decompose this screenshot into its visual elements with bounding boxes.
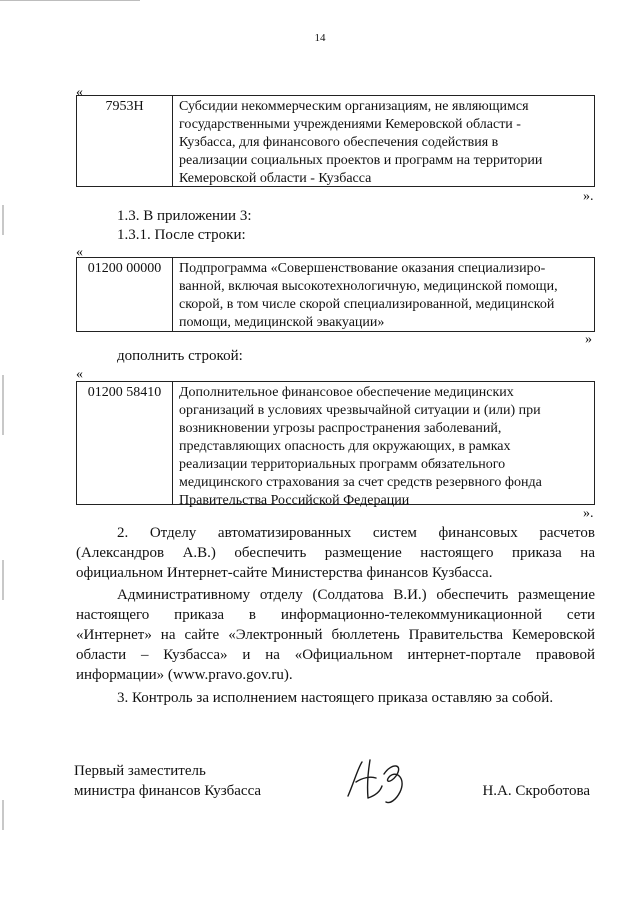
description-line: Кемеровской области - Кузбасса xyxy=(179,171,372,186)
paragraph-line: области – Кузбасса» и на «Официальном интернет-портале правовой xyxy=(76,647,595,663)
signatory-title-line: министра финансов Кузбасса xyxy=(74,783,262,799)
quote-open: « xyxy=(76,85,83,100)
quote-close: » xyxy=(585,332,592,347)
description-line: Правительства Российской Федерации xyxy=(179,493,410,508)
description-line: представляющих опасность для окружающих, в рамках xyxy=(179,439,511,454)
signatory-name: Н.А. Скроботова xyxy=(482,783,590,799)
quote-open: « xyxy=(76,245,83,260)
paragraph-3: 3. Контроль за исполнением настоящего приказа оставляю за собой. xyxy=(117,690,554,706)
paragraph-line: 2. Отделу автоматизированных систем финансовых расчетов xyxy=(117,525,595,541)
quote-close: ». xyxy=(583,506,594,521)
scan-edge-mark xyxy=(2,800,4,830)
paragraph-line: (Александров А.В.) обеспечить размещение настоящего приказа на xyxy=(76,545,595,561)
add-row-label: дополнить строкой: xyxy=(117,348,243,364)
handwritten-signature xyxy=(340,752,420,808)
budget-code-cell: 01200 58410 xyxy=(77,382,173,504)
paragraph-2 xyxy=(76,523,595,583)
paragraph-admin xyxy=(76,585,595,685)
page-number: 14 xyxy=(314,32,326,44)
signatory-title-line: Первый заместитель xyxy=(74,763,206,779)
budget-description-cell xyxy=(173,258,594,331)
signatory-title xyxy=(74,761,261,801)
item-1-3: 1.3. В приложении 3: xyxy=(117,208,252,224)
budget-table-01200-00000 xyxy=(76,257,595,332)
quote-open: « xyxy=(76,367,83,382)
paragraph-line: «Интернет» на сайте «Электронный бюллетень Правительства Кемеровской xyxy=(76,627,595,643)
budget-description-cell xyxy=(173,96,594,186)
budget-description-cell xyxy=(173,382,594,508)
budget-code-cell: 7953Н xyxy=(77,96,173,186)
budget-code-cell: 01200 00000 xyxy=(77,258,173,331)
scan-top-line xyxy=(0,0,140,1)
paragraph-line: Административному отделу (Солдатова В.И.) обеспечить размещение xyxy=(117,587,595,603)
description-line: реализации территориальных программ обязательного xyxy=(179,457,506,472)
description-line: государственными учреждениями Кемеровской области - xyxy=(179,117,521,132)
scan-edge-mark xyxy=(2,375,4,435)
description-line: ванной, включая высокотехнологичную, медицинской помощи, xyxy=(179,279,558,294)
description-line: помощи, медицинской эвакуации» xyxy=(179,315,385,330)
description-line: медицинского страхования за счет средств резервного фонда xyxy=(179,475,542,490)
paragraph-line: настоящего приказа в информационно-телекоммуникационной сети xyxy=(76,607,595,623)
scan-edge-mark xyxy=(2,205,4,235)
description-line: Подпрограмма «Совершенствование оказания специализиро- xyxy=(179,261,546,276)
item-1-3-1: 1.3.1. После строки: xyxy=(117,227,246,243)
description-line: Дополнительное финансовое обеспечение медицинских xyxy=(179,385,514,400)
budget-table-01200-58410 xyxy=(76,381,595,508)
paragraph-line: информации» (www.pravo.gov.ru). xyxy=(76,667,293,683)
paragraph-line: официальном Интернет-сайте Министерства финансов Кузбасса. xyxy=(76,565,493,581)
description-line: возникновении угрозы распространения заболеваний, xyxy=(179,421,502,436)
budget-table-7953 xyxy=(76,95,595,187)
scan-edge-mark xyxy=(2,560,4,600)
description-line: скорой, в том числе скорой специализированной, медицинской xyxy=(179,297,555,312)
description-line: реализации социальных проектов и программ на территории xyxy=(179,153,543,168)
description-line: Субсидии некоммерческим организациям, не являющимся xyxy=(179,99,529,114)
description-line: организаций в условиях чрезвычайной ситуации и (или) при xyxy=(179,403,541,418)
quote-close: ». xyxy=(583,189,594,204)
description-line: Кузбасса, для финансового обеспечения содействия в xyxy=(179,135,499,150)
